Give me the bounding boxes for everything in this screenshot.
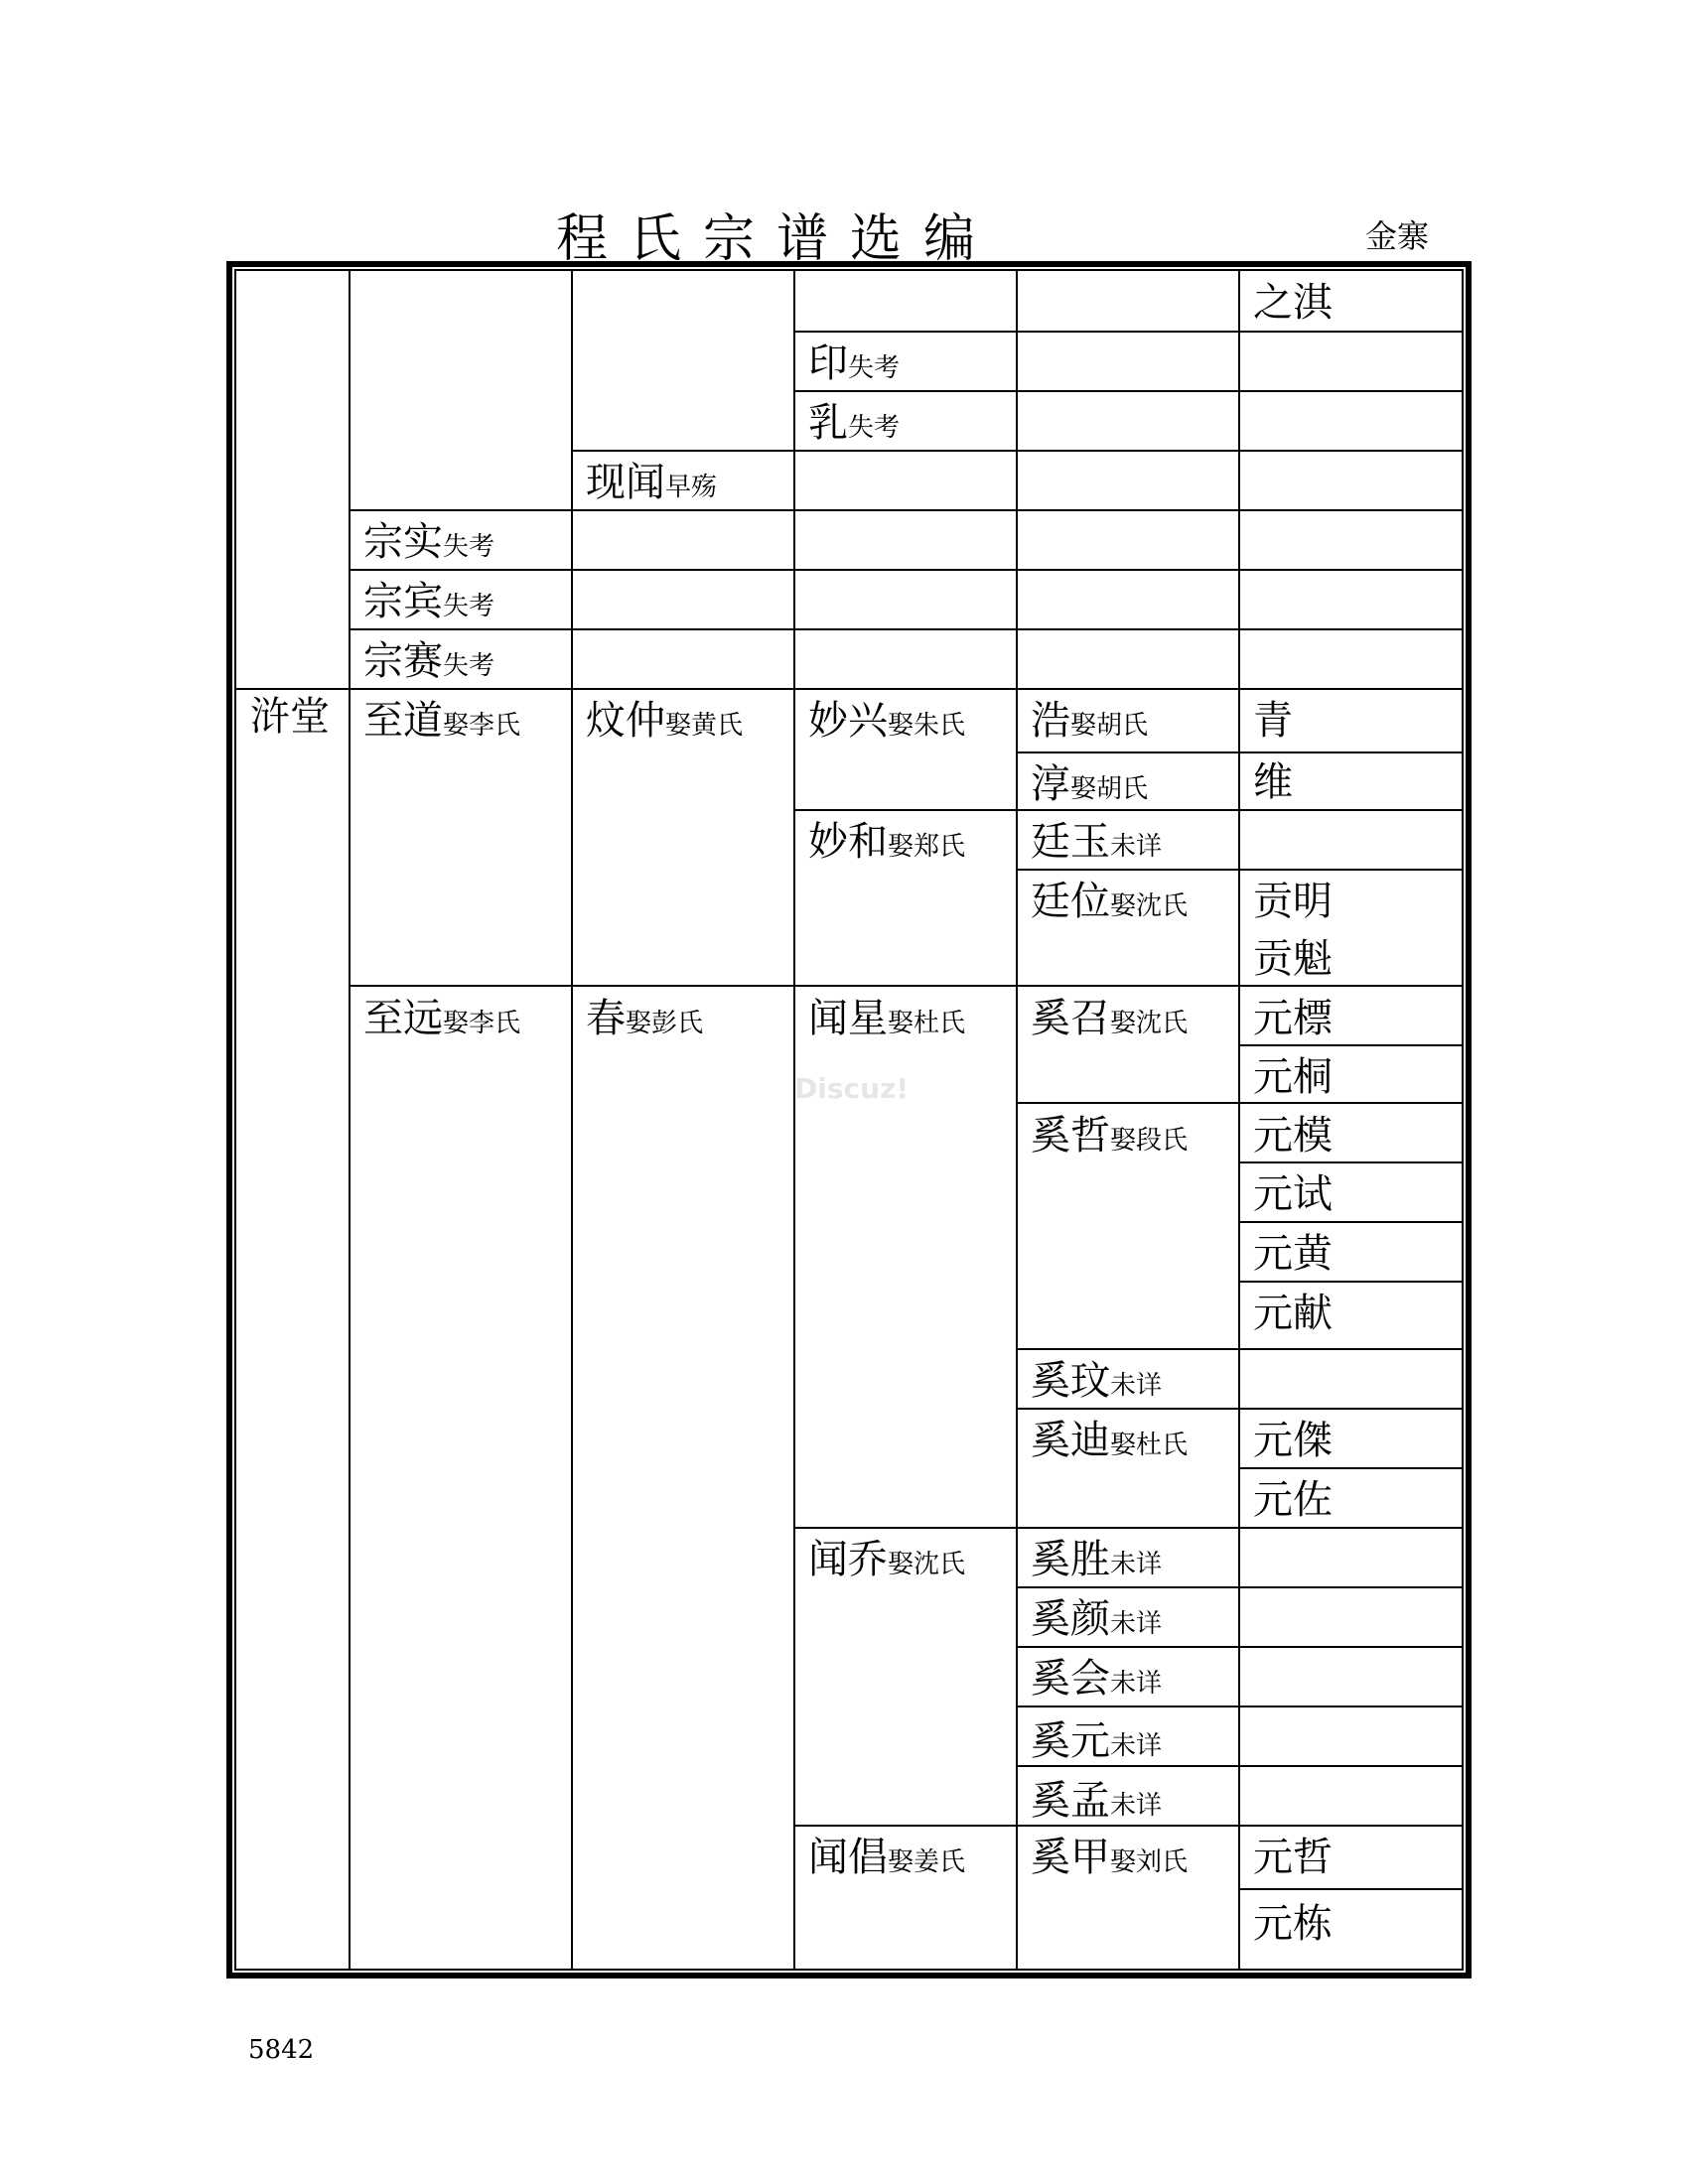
row-divider	[571, 450, 1464, 452]
genealogy-entry: 奚玟未详	[1031, 1358, 1163, 1404]
row-divider	[1016, 1408, 1464, 1410]
genealogy-entry: 廷玉未详	[1031, 819, 1163, 865]
genealogy-entry: 淳娶胡氏	[1031, 761, 1149, 807]
genealogy-entry: 元献	[1253, 1291, 1333, 1336]
genealogy-entry: 元桐	[1253, 1054, 1333, 1100]
column-divider	[349, 269, 351, 1971]
row-divider	[793, 331, 1464, 333]
genealogy-entry: 青	[1253, 698, 1293, 744]
page-title: 程氏宗谱选编	[556, 209, 998, 269]
genealogy-entry: 奚元未详	[1031, 1718, 1163, 1764]
genealogy-entry: 闻倡娶姜氏	[808, 1835, 966, 1880]
row-divider	[1238, 1221, 1464, 1223]
column-divider	[1238, 269, 1240, 1971]
row-divider	[349, 985, 1464, 987]
genealogy-entry: 至道娶李氏	[363, 698, 521, 744]
row-divider	[793, 809, 1464, 811]
row-divider	[1016, 1646, 1464, 1648]
page-number: 5842	[248, 2035, 315, 2065]
genealogy-entry: 奚孟未详	[1031, 1778, 1163, 1824]
genealogy-entry: 印失考	[808, 341, 901, 386]
genealogy-entry: 元哲	[1253, 1835, 1333, 1880]
genealogy-entry: 贡魁	[1253, 936, 1333, 982]
row-divider	[1016, 869, 1464, 871]
row-divider	[349, 569, 1464, 571]
genealogy-entry: 奚颜未详	[1031, 1596, 1163, 1642]
hall-name: 浒堂	[250, 694, 330, 740]
row-divider	[234, 688, 1464, 690]
genealogy-entry: 元黄	[1253, 1231, 1333, 1277]
genealogy-entry: 闻乔娶沈氏	[808, 1537, 966, 1582]
row-divider	[1016, 1102, 1464, 1104]
row-divider	[1238, 1161, 1464, 1163]
row-divider	[1238, 1888, 1464, 1890]
column-divider	[1016, 269, 1018, 1971]
row-divider	[1238, 1467, 1464, 1469]
column-divider	[571, 269, 573, 1971]
genealogy-entry: 元栋	[1253, 1901, 1333, 1947]
row-divider	[1016, 1586, 1464, 1588]
genealogy-entry: 春娶彭氏	[586, 996, 704, 1041]
genealogy-entry: 奚召娶沈氏	[1031, 996, 1189, 1041]
row-divider	[349, 509, 1464, 511]
row-divider	[793, 1527, 1464, 1529]
genealogy-entry: 之淇	[1253, 280, 1333, 326]
genealogy-entry: 贡明	[1253, 879, 1333, 924]
row-divider	[349, 628, 1464, 630]
genealogy-entry: 宗赛失考	[363, 638, 495, 684]
row-divider	[1016, 751, 1464, 753]
genealogy-entry: 奚会未详	[1031, 1656, 1163, 1702]
row-divider	[1016, 1348, 1464, 1350]
genealogy-entry: 现闻早殇	[586, 460, 718, 505]
row-divider	[1016, 1765, 1464, 1767]
genealogy-entry: 元標	[1253, 996, 1333, 1041]
row-divider	[793, 390, 1464, 392]
genealogy-entry: 浩娶胡氏	[1031, 698, 1149, 744]
genealogy-entry: 廷位娶沈氏	[1031, 879, 1189, 924]
genealogy-entry: 宗宾失考	[363, 579, 495, 624]
genealogy-entry: 妙兴娶朱氏	[808, 698, 966, 744]
genealogy-entry: 奚哲娶段氏	[1031, 1113, 1189, 1159]
genealogy-entry: 元傑	[1253, 1418, 1333, 1463]
branch-label: 金寨	[1365, 217, 1430, 255]
column-divider	[793, 269, 795, 1971]
genealogy-entry: 奚胜未详	[1031, 1537, 1163, 1582]
genealogy-entry: 宗实失考	[363, 519, 495, 565]
row-divider	[1016, 1706, 1464, 1707]
watermark: Discuz!	[794, 1072, 910, 1105]
row-divider	[1238, 1044, 1464, 1046]
row-divider	[793, 1825, 1464, 1827]
genealogy-entry: 维	[1253, 759, 1293, 805]
genealogy-entry: 妙和娶郑氏	[808, 819, 966, 865]
genealogy-entry: 奚甲娶刘氏	[1031, 1835, 1189, 1880]
genealogy-entry: 至远娶李氏	[363, 996, 521, 1041]
genealogy-entry: 元试	[1253, 1171, 1333, 1217]
genealogy-entry: 元模	[1253, 1113, 1333, 1159]
genealogy-entry: 炆仲娶黄氏	[586, 698, 744, 744]
genealogy-entry: 乳失考	[808, 400, 901, 446]
row-divider	[1238, 1281, 1464, 1283]
genealogy-entry: 奚迪娶杜氏	[1031, 1418, 1189, 1463]
genealogy-entry: 元佐	[1253, 1477, 1333, 1523]
genealogy-entry: 闻星娶杜氏	[808, 996, 966, 1041]
